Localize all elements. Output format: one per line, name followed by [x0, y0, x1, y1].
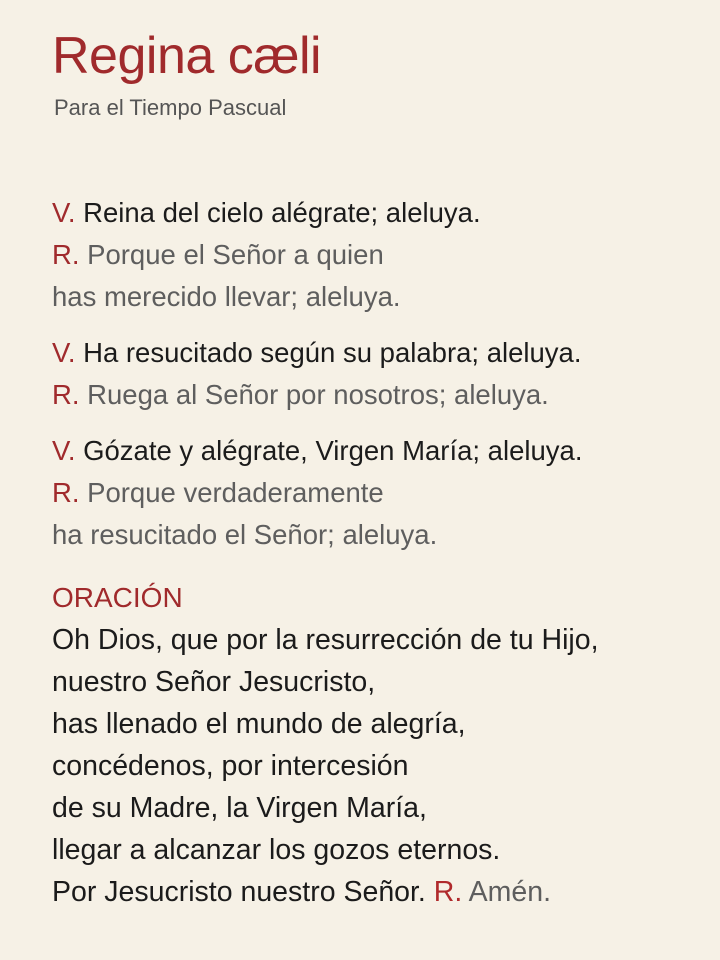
response-text: ha resucitado el Señor; aleluya. — [52, 519, 438, 550]
versicle-marker: V. — [52, 337, 76, 368]
versicle-line — [52, 332, 696, 374]
page-title: Regina cæli — [52, 27, 322, 85]
prayer-line: has llenado el mundo de alegría, — [52, 708, 466, 740]
versicle-text: Reina del cielo alégrate; aleluya. — [83, 197, 481, 228]
response-text: Porque verdaderamente — [87, 477, 384, 508]
prayer-closing-line — [52, 871, 696, 913]
prayer-heading: ORACIÓN — [52, 582, 183, 613]
response-line — [52, 374, 696, 416]
prayer-line: nuestro Señor Jesucristo, — [52, 666, 376, 698]
prayer-line: concédenos, por intercesión — [52, 750, 409, 782]
prayer-card — [52, 0, 696, 960]
versicle-text: Gózate y alégrate, Virgen María; aleluya. — [83, 435, 583, 466]
verses-section — [52, 192, 696, 913]
response-line — [52, 276, 696, 318]
response-text: Porque el Señor a quien — [87, 239, 384, 270]
page-subtitle: Para el Tiempo Pascual — [54, 95, 287, 120]
versicle-marker: V. — [52, 197, 76, 228]
response-text: Ruega al Señor por nosotros; aleluya. — [87, 379, 549, 410]
prayer-line: llegar a alcanzar los gozos eternos. — [52, 834, 501, 866]
response-line — [52, 234, 696, 276]
versicle-line — [52, 192, 696, 234]
response-line — [52, 472, 696, 514]
amen-response: Amén. — [468, 876, 552, 908]
response-marker: R. — [52, 477, 80, 508]
response-marker: R. — [52, 379, 80, 410]
versicle-marker: V. — [52, 435, 76, 466]
response-marker: R. — [433, 876, 463, 908]
response-marker: R. — [52, 239, 80, 270]
versicle-line — [52, 430, 696, 472]
prayer-closing: Por Jesucristo nuestro Señor. — [52, 876, 426, 908]
prayer-line: de su Madre, la Virgen María, — [52, 792, 427, 824]
response-text: has merecido llevar; aleluya. — [52, 281, 401, 312]
versicle-text: Ha resucitado según su palabra; aleluya. — [83, 337, 582, 368]
response-line — [52, 514, 696, 556]
prayer-line: Oh Dios, que por la resurrección de tu Hijo, — [52, 624, 599, 656]
